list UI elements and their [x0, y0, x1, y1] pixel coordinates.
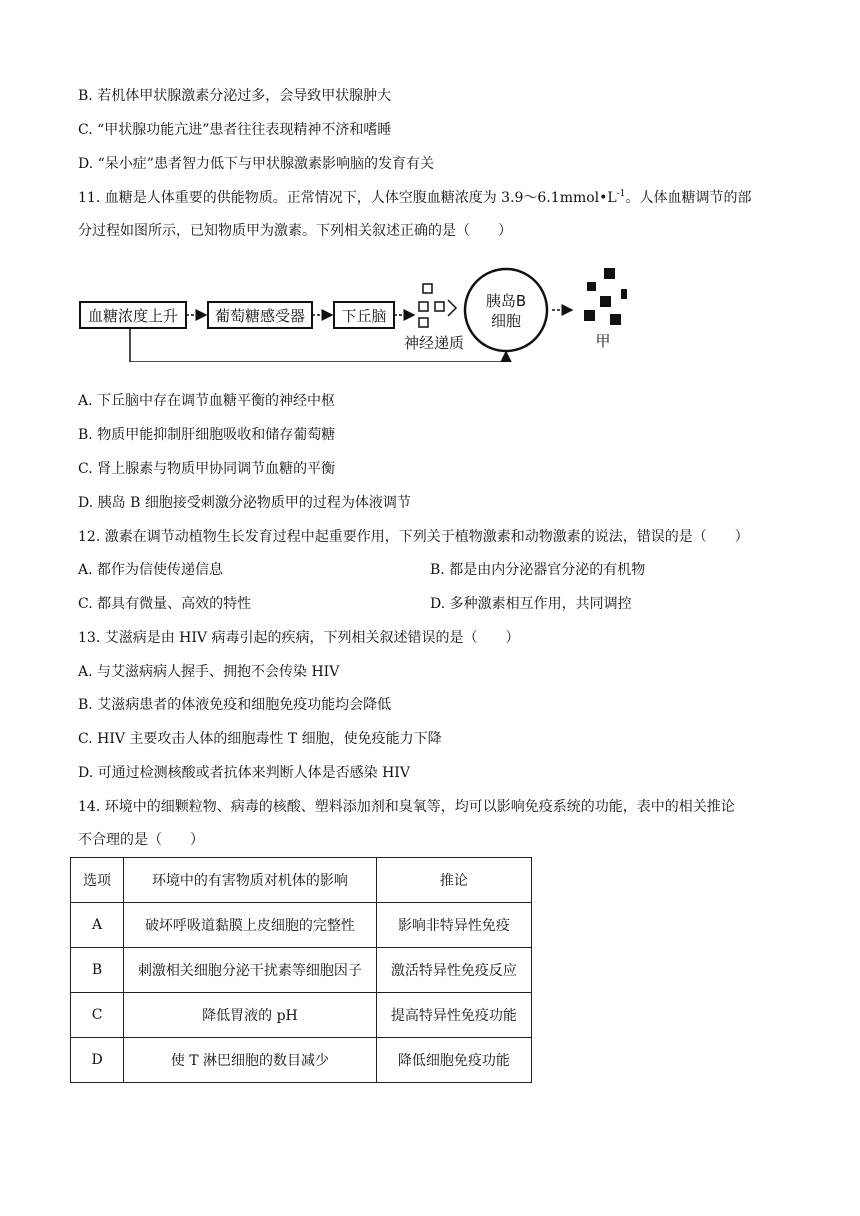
table-header-cell: 选项 [71, 858, 124, 903]
q12-option-c: C. 都具有微量、高效的特性 [78, 596, 252, 612]
q11-option-a: A. 下丘脑中存在调节血糖平衡的神经中枢 [78, 393, 336, 409]
table-cell: 降低胃液的 pH [124, 993, 377, 1038]
table-row [71, 993, 532, 1038]
table-cell: 影响非特异性免疫 [376, 903, 531, 948]
box-glucose-receptor [208, 302, 312, 328]
q11-option-c: C. 肾上腺素与物质甲协同调节血糖的平衡 [78, 461, 336, 477]
svg-text:下丘脑: 下丘脑 [341, 307, 387, 325]
svg-text:血糖浓度上升: 血糖浓度上升 [87, 307, 179, 325]
q10-option-b: B. 若机体甲状腺激素分泌过多，会导致甲状腺肿大 [78, 88, 392, 104]
table-cell: 降低细胞免疫功能 [376, 1038, 531, 1083]
svg-text:细胞: 细胞 [490, 312, 522, 330]
q11-stem-text-end: 。人体血糖调节的部 [625, 190, 752, 206]
table-cell: D [71, 1038, 124, 1083]
substance-label: 甲 [595, 332, 611, 350]
table-row [71, 903, 532, 948]
q13-option-d: D. 可通过检测核酸或者抗体来判断人体是否感染 HIV [78, 765, 410, 781]
box-hypothalamus [334, 302, 394, 328]
q14-stem-line2: 不合理的是（ ） [78, 832, 204, 848]
svg-text:葡萄糖感受器: 葡萄糖感受器 [214, 307, 306, 325]
q11-option-b: B. 物质甲能抑制肝细胞吸收和储存葡萄糖 [78, 427, 336, 443]
q11-stem-line1 [78, 188, 752, 208]
svg-text:胰岛B: 胰岛B [485, 292, 527, 310]
q11-stem-text: 11. 血糖是人体重要的供能物质。正常情况下，人体空腹血糖浓度为 3.9～6.1mmol•L [78, 190, 617, 206]
table-cell: 提高特异性免疫功能 [376, 993, 531, 1038]
q14-stem-line1: 14. 环境中的细颗粒物、病毒的核酸、塑料添加剂和臭氧等，均可以影响免疫系统的功能，表中的相关推论 [78, 799, 735, 815]
table-cell: 激活特异性免疫反应 [376, 948, 531, 993]
q11-unit-exponent: -1 [616, 189, 626, 199]
q11-stem-line2: 分过程如图所示，已知物质甲为激素。下列相关叙述正确的是（ ） [78, 223, 512, 239]
neurotransmitter-label: 神经递质 [403, 334, 465, 352]
q11-option-d: D. 胰岛 B 细胞接受刺激分泌物质甲的过程为体液调节 [78, 495, 411, 511]
q10-option-c: C. “甲状腺功能亢进”患者往往表现精神不济和嗜睡 [78, 122, 392, 138]
q13-option-b: B. 艾滋病患者的体液免疫和细胞免疫功能均会降低 [78, 697, 392, 713]
q13-option-c: C. HIV 主要攻击人体的细胞毒性 T 细胞，使免疫能力下降 [78, 731, 442, 747]
q14-table [70, 857, 532, 1083]
neurotransmitter-squares [419, 284, 444, 327]
box-blood-glucose-rise [80, 302, 186, 328]
q12-option-b: B. 都是由内分泌器官分泌的有机物 [430, 562, 646, 578]
q13-stem: 13. 艾滋病是由 HIV 病毒引起的疾病，下列相关叙述错误的是（ ） [78, 630, 520, 646]
q12-option-a: A. 都作为信使传递信息 [78, 562, 224, 578]
blood-glucose-diagram [78, 262, 658, 362]
table-cell: 刺激相关细胞分泌干扰素等细胞因子 [124, 948, 377, 993]
table-cell: 使 T 淋巴细胞的数目减少 [124, 1038, 377, 1083]
islet-b-cell [465, 269, 547, 351]
table-cell: C [71, 993, 124, 1038]
q10-option-d: D. “呆小症”患者智力低下与甲状腺激素影响脑的发育有关 [78, 156, 434, 172]
table-cell: A [71, 903, 124, 948]
table-cell: B [71, 948, 124, 993]
table-header-cell: 环境中的有害物质对机体的影响 [124, 858, 377, 903]
q13-option-a: A. 与艾滋病病人握手、拥抱不会传染 HIV [78, 664, 340, 680]
table-header-cell: 推论 [376, 858, 531, 903]
table-header-row [71, 858, 532, 903]
table-cell: 破坏呼吸道黏膜上皮细胞的完整性 [124, 903, 377, 948]
table-row [71, 1038, 532, 1083]
hormone-particles [584, 268, 627, 325]
q12-stem: 12. 激素在调节动植物生长发育过程中起重要作用，下列关于植物激素和动物激素的说法，错误的是（ ） [78, 529, 749, 545]
q12-option-d: D. 多种激素相互作用，共同调控 [430, 596, 632, 612]
synapse-bracket [448, 300, 456, 316]
table-row [71, 948, 532, 993]
